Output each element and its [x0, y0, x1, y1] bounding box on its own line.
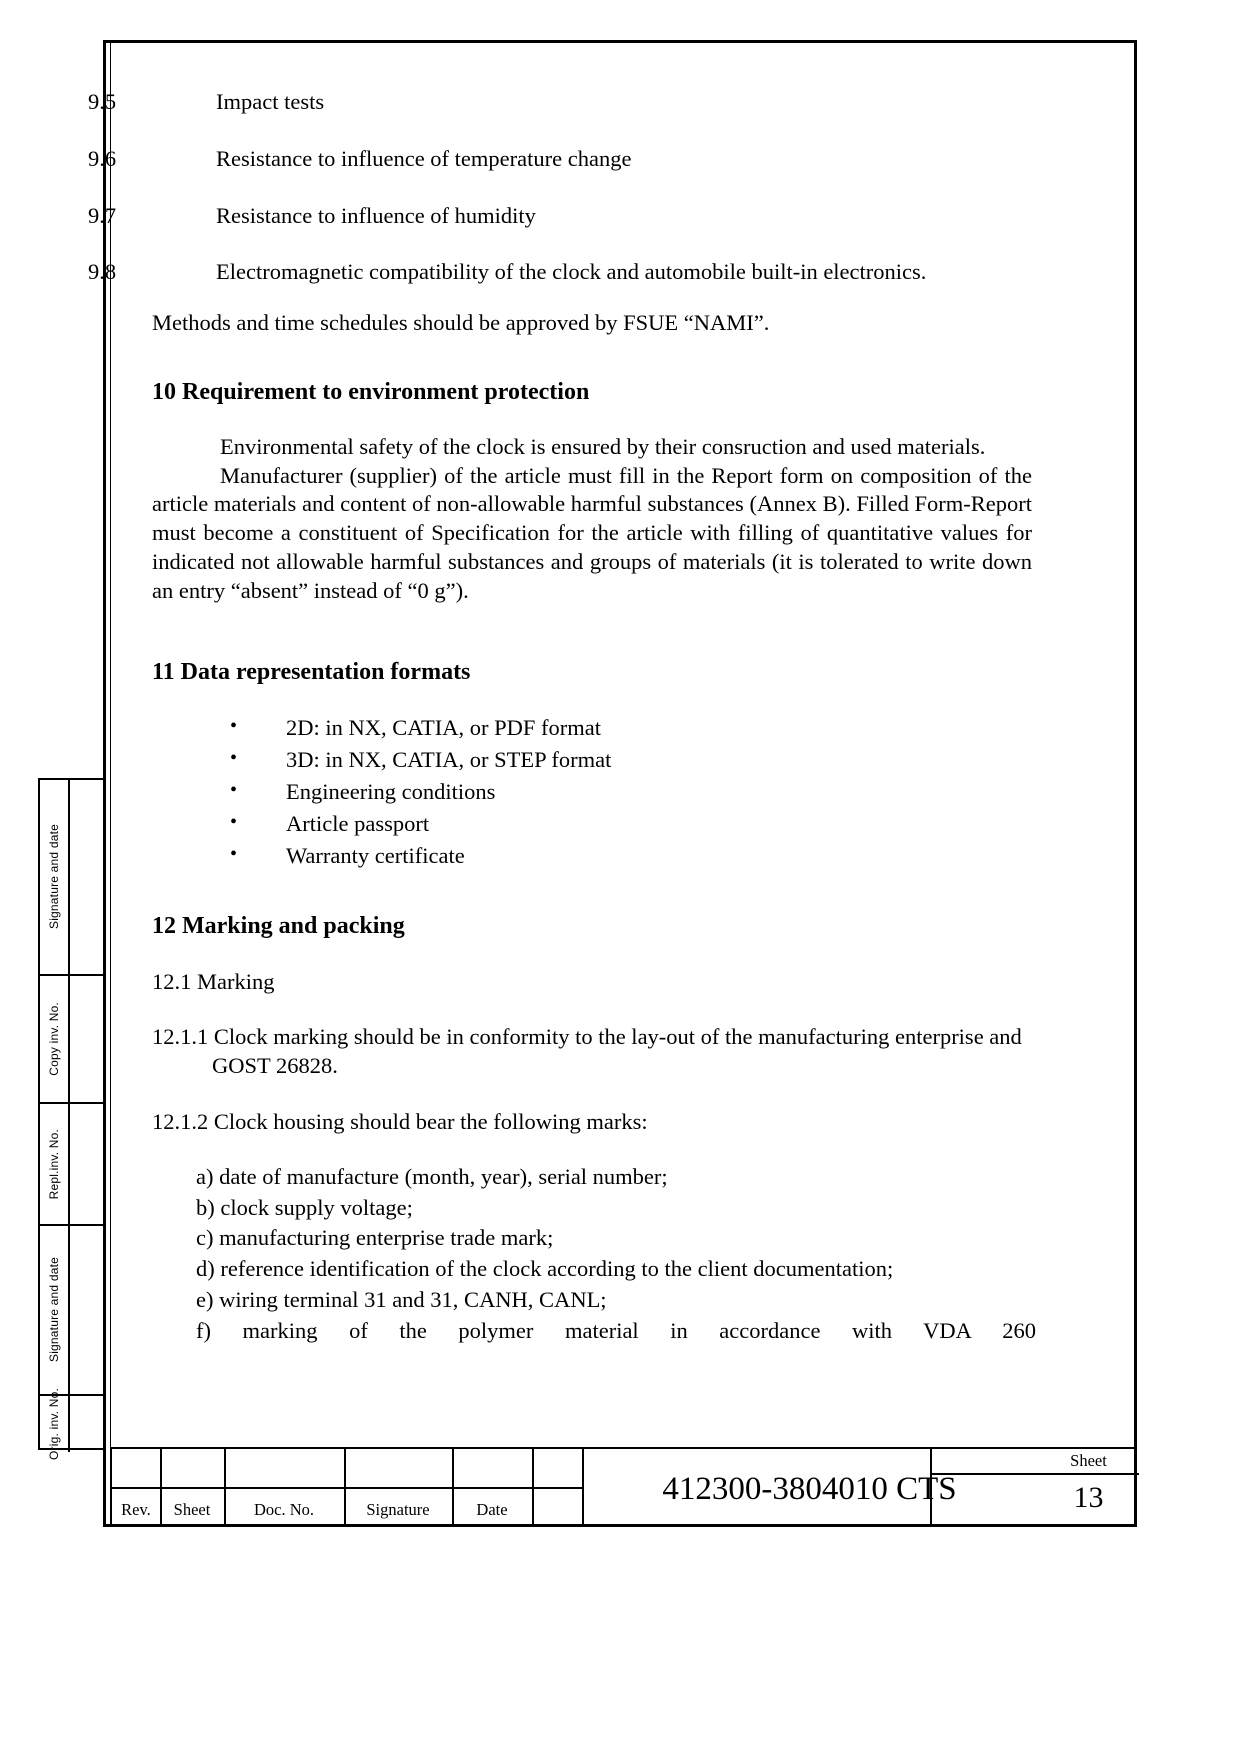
clause-number: 9.5: [88, 89, 117, 114]
stamp-hline-upper: [112, 1487, 582, 1489]
clause-text: Resistance to influence of humidity: [216, 202, 536, 228]
clause-text: Electromagnetic compatibility of the clock and automobile built-in electronics.: [216, 259, 927, 285]
sheet-number: 13: [1073, 1481, 1104, 1514]
marks-list: [152, 1162, 1036, 1347]
list-item-label: Engineering conditions: [286, 779, 496, 805]
list-item: [152, 744, 1032, 776]
side-label-text-wrap: [40, 1104, 68, 1224]
clause-text: Resistance to influence of temperature change: [216, 145, 632, 171]
cell-divider: [68, 780, 70, 974]
list-item-label: Warranty certificate: [286, 843, 465, 869]
side-label-column: [38, 778, 104, 1460]
list-item-label: Article passport: [286, 811, 430, 837]
clause-12-1: 12.1 Marking: [152, 968, 275, 994]
section-10-paragraph-1: Environmental safety of the clock is ensured by their consruction and used materials.: [220, 433, 986, 459]
clause-9-8: [88, 258, 1032, 287]
stamp-header-date: Date: [476, 1499, 508, 1519]
list-item: [152, 840, 1032, 872]
cell-divider: [68, 1226, 70, 1394]
document-body: [88, 88, 1036, 1347]
methods-note: Methods and time schedules should be approved by FSUE “NAMI”.: [152, 310, 770, 336]
stamp-header-rev: Rev.: [121, 1499, 151, 1519]
section-11-heading: 11 Data representation formats: [152, 658, 471, 685]
side-label-text: Copy inv. No.: [47, 1002, 61, 1076]
clause-12-1-2: 12.1.2 Clock housing should bear the following marks:: [152, 1108, 648, 1134]
bullet-icon: •: [230, 843, 238, 866]
cell-divider: [68, 976, 70, 1102]
clause-number: 9.8: [88, 259, 117, 285]
clause-9-5: [88, 88, 1032, 117]
list-item-label: 3D: in NX, CATIA, or STEP format: [286, 747, 612, 773]
list-item: b) clock supply voltage;: [196, 1194, 413, 1220]
list-item-label: 2D: in NX, CATIA, or PDF format: [286, 715, 601, 741]
document-designation: 412300-3804010 CTS: [662, 1471, 957, 1507]
side-label-text: Signature and date: [47, 1257, 61, 1363]
bullet-icon: •: [230, 779, 238, 802]
section-10-heading: 10 Requirement to environment protection: [152, 378, 590, 405]
list-item: [152, 712, 1032, 744]
list-item: c) manufacturing enterprise trade mark;: [196, 1225, 554, 1251]
side-label-text-wrap: [40, 780, 68, 974]
side-label-orig-inv-no: [40, 1388, 104, 1460]
clause-12-1-1: 12.1.1 Clock marking should be in conformity to the lay-out of the manufacturing enterprise and GOST 26828.: [152, 1024, 1022, 1079]
clause-text: Impact tests: [216, 89, 325, 114]
stamp-header-signature: Signature: [366, 1499, 430, 1519]
bullet-icon: •: [230, 715, 238, 738]
title-block: [110, 1447, 1137, 1527]
stamp-vline-5: [532, 1449, 534, 1525]
list-item: f) marking of the polymer material in accordance with VDA 260: [196, 1317, 1036, 1343]
side-label-text: Orig. inv. No.: [47, 1388, 61, 1460]
list-item: [152, 776, 1032, 808]
section-10-paragraph-2: Manufacturer (supplier) of the article must fill in the Report form on composition of the article materials and content of non-allowable harmful substances (Annex B). Filled Form-Report must become a constituent of Specification for the article with filling of quantitative values for indicated not allowable harmful substances and groups of materials (it is tolerated to write down an entry “absent” instead of “0 g”).: [152, 462, 1032, 603]
list-item: e) wiring terminal 31 and 31, CANH, CANL;: [196, 1287, 607, 1313]
list-item: a) date of manufacture (month, year), serial number;: [196, 1163, 668, 1189]
data-formats-list: [152, 712, 1032, 872]
side-label-text: Signature and date: [47, 824, 61, 930]
cell-divider: [68, 1104, 70, 1224]
clause-9-7: [88, 202, 1032, 231]
stamp-header-sheet: Sheet: [173, 1499, 211, 1519]
bullet-icon: •: [230, 747, 238, 770]
cell-divider: [68, 1396, 70, 1452]
side-label-signature-and-date-2: [40, 1226, 104, 1396]
side-label-text-wrap: [40, 1226, 68, 1394]
clause-number: 9.6: [88, 145, 117, 171]
section-12-heading: 12 Marking and packing: [152, 913, 405, 940]
side-label-signature-and-date-1: [40, 780, 104, 976]
sheet-label: Sheet: [1070, 1451, 1107, 1470]
side-label-text-wrap: [40, 1388, 68, 1460]
side-label-copy-inv-no: [40, 976, 104, 1104]
stamp-header-doc-no: Doc. No.: [253, 1499, 315, 1519]
bullet-icon: •: [230, 811, 238, 834]
clause-9-6: [88, 145, 1032, 174]
side-label-text-wrap: [40, 976, 68, 1102]
side-label-repl-inv-no: [40, 1104, 104, 1226]
clause-number: 9.7: [88, 202, 117, 228]
list-item: [152, 808, 1032, 840]
side-label-text: Repl.inv. No.: [47, 1128, 61, 1200]
list-item: d) reference identification of the clock according to the client documentation;: [196, 1256, 894, 1282]
